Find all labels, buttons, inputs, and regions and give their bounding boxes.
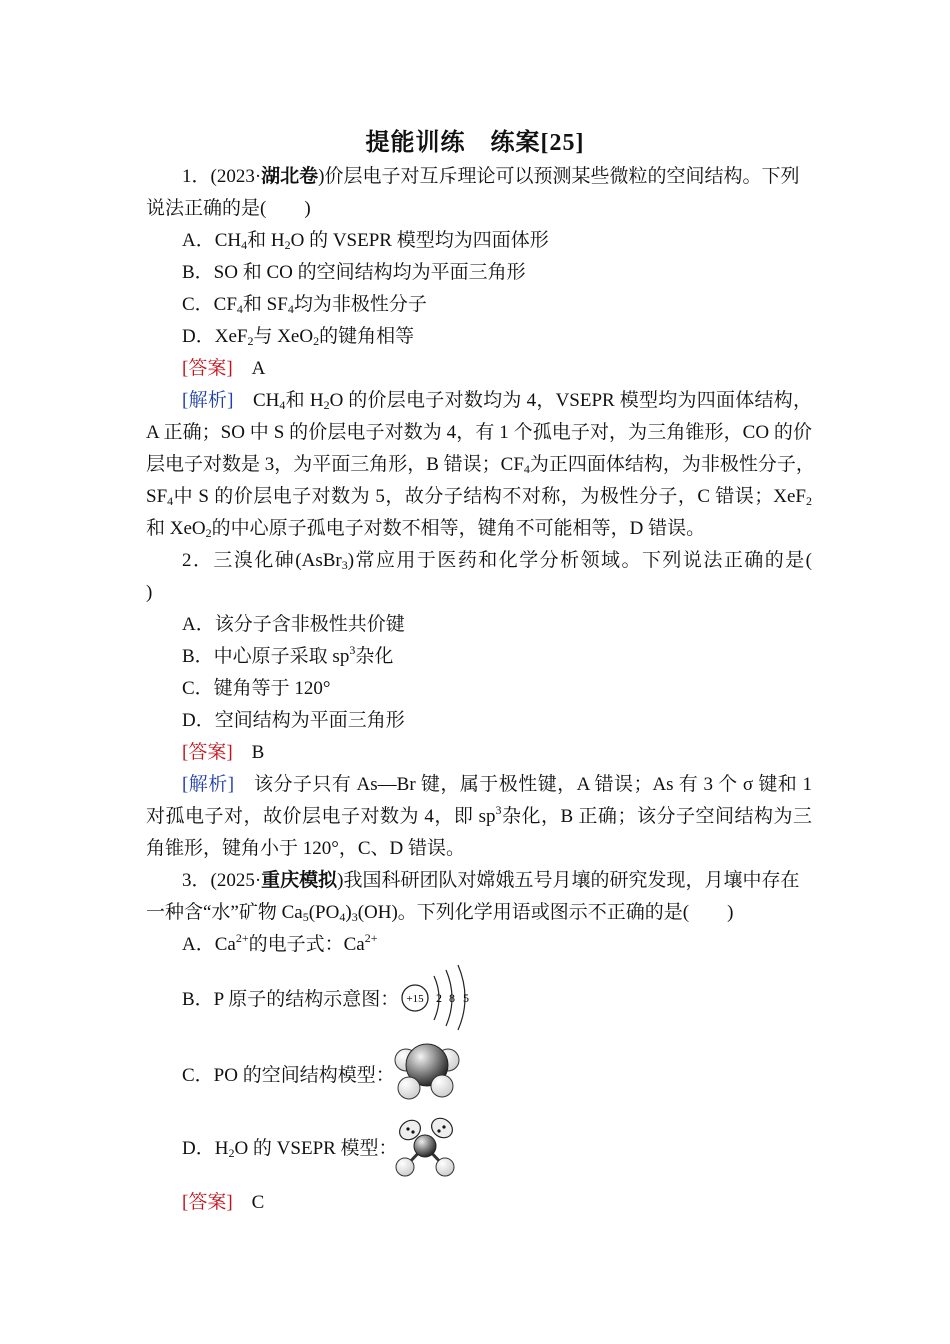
q3-option-d: D．$H_2O$ 的 VSEPR 模型： xyxy=(182,1138,398,1160)
q3-option-c: C．PO 的空间结构模型： xyxy=(182,1065,395,1086)
shell-count-2: 8 xyxy=(449,991,455,1005)
q3-option-b: B．P 原子的结构示意图： xyxy=(182,989,400,1010)
q1-stem-line1: 1．(2023·湖北卷)价层电子对互斥理论可以预测某些微粒的空间结构。下列 xyxy=(182,166,800,187)
q1-analysis-line1: [解析] $CH_4$和 $H_2O$ 的价层电子对数均为 4，VSEPR 模型均为四面体结构， xyxy=(182,390,812,412)
q2-analysis-line3: 角锥形，键角小于 120°，C、D 错误。 xyxy=(146,838,465,859)
q2-option-a: A．该分子含非极性共价键 xyxy=(182,614,405,635)
answer-label: [答案] xyxy=(182,1192,233,1213)
model-atom-small-4 xyxy=(431,1075,453,1097)
nucleus-charge: +15 xyxy=(406,993,424,1005)
q2-option-b: B．中心原子采取 $sp^3$杂化 xyxy=(182,643,394,667)
h2o-vsepr-model xyxy=(392,1116,462,1180)
q2-answer: [答案] B xyxy=(182,742,265,763)
q1-option-c: C．$CF_4$和 $SF_4$均为非极性分子 xyxy=(182,294,427,316)
q2-stem-line1: 2．三溴化砷(AsBr$_3$)常应用于医药和化学分析领域。下列说法正确的是( xyxy=(182,550,812,572)
shell-count-1: 2 xyxy=(436,991,442,1005)
model-atom-hydrogen-2 xyxy=(436,1158,454,1176)
q1-option-b: B．SO 和 CO 的空间结构均为平面三角形 xyxy=(182,262,526,283)
q1-stem-line2: 说法正确的是( ) xyxy=(146,198,311,219)
analysis-label: [解析] xyxy=(182,774,235,795)
answer-label: [答案] xyxy=(182,358,233,379)
analysis-label: [解析] xyxy=(182,390,234,411)
model-atom-small-3 xyxy=(398,1077,420,1099)
q3-answer: [答案] C xyxy=(182,1192,265,1213)
q2-stem-line2: ) xyxy=(146,582,153,603)
q3-stem-line2: 一种含“水”矿物 $Ca_5(PO_4)_3(OH)$。下列化学用语或图示不正确的是( ) xyxy=(146,902,734,924)
q3-option-a: A．$Ca^{2+}$的电子式：$Ca^{2+}$ xyxy=(182,931,378,955)
model-atom-hydrogen-1 xyxy=(396,1158,414,1176)
q3-stem-line1: 3．(2025·重庆模拟)我国科研团队对嫦娥五号月壤的研究发现，月壤中存在 xyxy=(182,870,800,891)
q2-option-c: C．键角等于 120° xyxy=(182,678,331,699)
q1-option-d: D．XeF$_2$与 XeO$_2$的键角相等 xyxy=(182,326,415,348)
q2-analysis-line1: [解析] 该分子只有 As—Br 键，属于极性键，A 错误；As 有 3 个 σ 键和 1 xyxy=(182,774,812,795)
shell-count-3: 5 xyxy=(463,991,469,1005)
q1-analysis-line2: A 正确；SO 中 S 的价层电子对数为 4，有 1 个孤电子对，为三角锥形，CO 的价 xyxy=(146,422,812,443)
model-atom-oxygen xyxy=(414,1135,436,1157)
answer-label: [答案] xyxy=(182,742,233,763)
q2-analysis-line2: 对孤电子对，故价层电子对数为 4，即 $sp^3$杂化，B 正确；该分子空间结构为三 xyxy=(146,803,812,827)
q1-answer: [答案] A xyxy=(182,358,266,379)
q2-option-d: D．空间结构为平面三角形 xyxy=(182,710,405,731)
po-space-filling-model xyxy=(392,1040,464,1102)
q1-analysis-line3: 层电子对数是 3，为平面三角形，B 错误；$CF_4$为正四面体结构，为非极性分子， xyxy=(146,454,815,476)
phosphorus-atom-diagram xyxy=(398,962,478,1032)
page-title: 提能训练 练案[25] xyxy=(365,130,585,156)
q1-analysis-line4: $SF_4$中 S 的价层电子对数为 5，故分子结构不对称，为极性分子，C 错误；XeF$_2$ xyxy=(146,486,812,508)
q1-analysis-line5: 和 XeO$_2$的中心原子孤电子对数不相等，键角不可能相等，D 错误。 xyxy=(146,518,706,540)
q1-option-a: A．$CH_4$和 $H_2O$ 的 VSEPR 模型均为四面体形 xyxy=(182,230,549,252)
